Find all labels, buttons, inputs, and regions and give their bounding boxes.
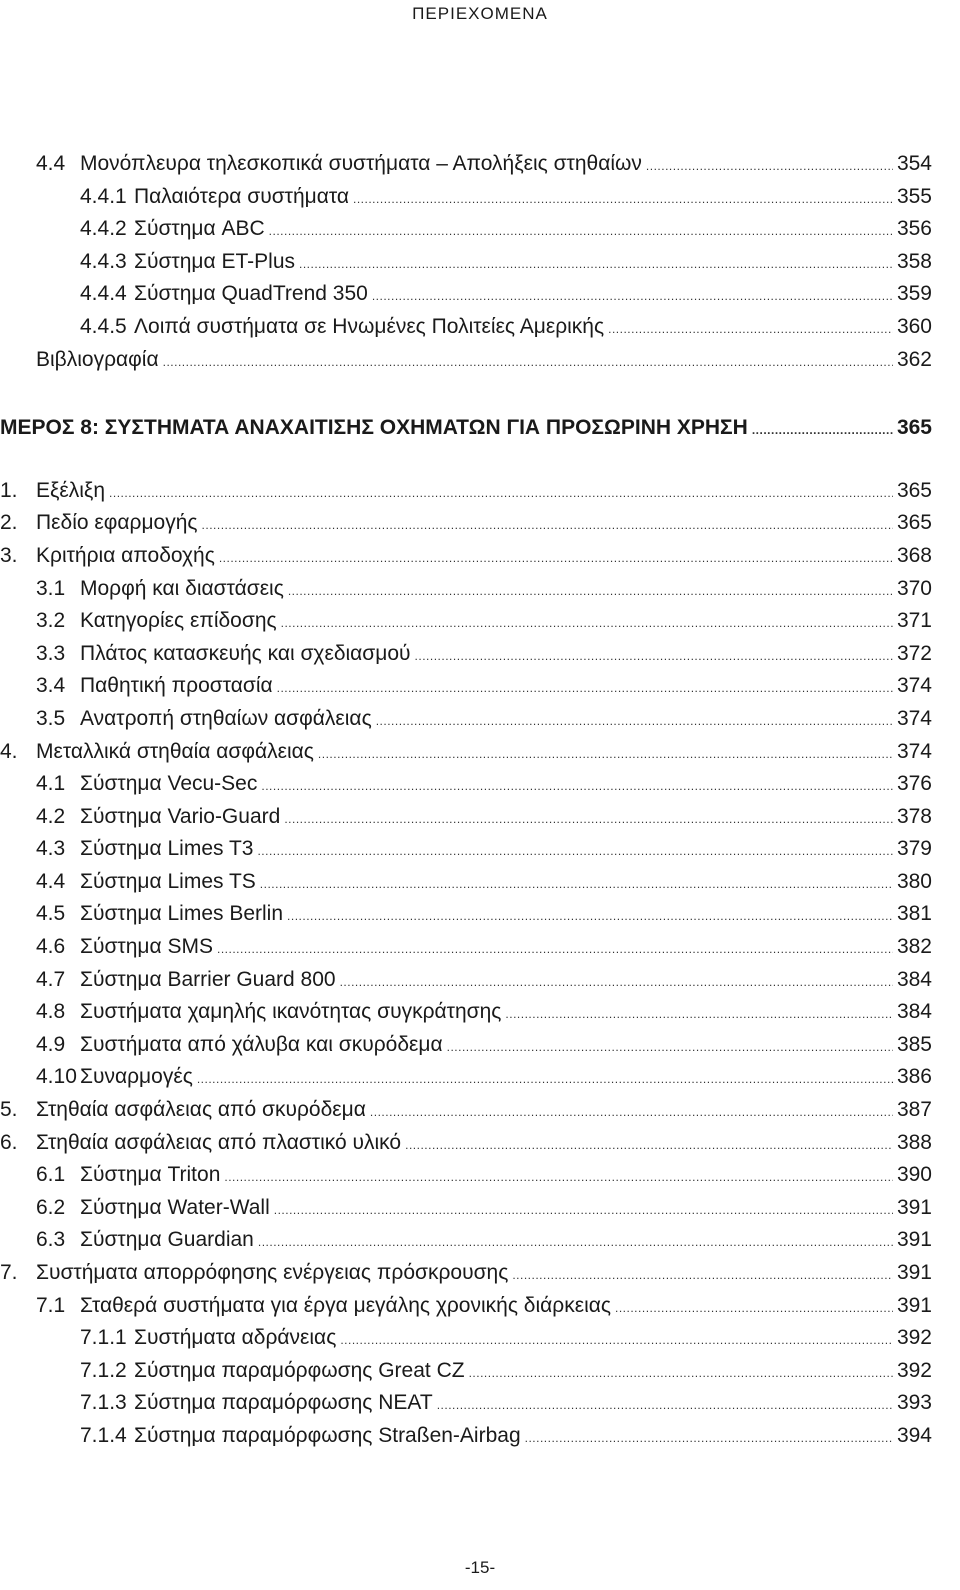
dot-leader xyxy=(437,1389,893,1422)
entry-number: 4.8 xyxy=(36,1000,66,1024)
entry-title: Στηθαία ασφάλειας από σκυρόδεμα xyxy=(36,1098,366,1122)
dot-leader xyxy=(258,1226,893,1259)
dot-leader xyxy=(287,900,893,933)
entry-title: Παλαιότερα συστήματα xyxy=(134,184,350,208)
toc-entry[interactable] xyxy=(0,801,932,834)
entry-number: 6.3 xyxy=(36,1228,66,1252)
dot-leader xyxy=(340,1324,893,1357)
entry-number: 7.1.1 xyxy=(80,1326,127,1350)
entry-number: 6. xyxy=(0,1130,18,1154)
entry-title: Συστήματα χαμηλής ικανότητας συγκράτησης xyxy=(80,1000,502,1024)
entry-title: Συναρμογές xyxy=(80,1065,193,1089)
entry-title: Σύστημα παραμόρφωσης NEAT xyxy=(134,1391,433,1415)
dot-leader xyxy=(277,672,893,705)
entry-title: Κριτήρια αποδοχής xyxy=(36,543,215,567)
entry-number: 4.7 xyxy=(36,967,66,991)
entry-page-number: 388 xyxy=(896,1130,932,1154)
dot-leader xyxy=(447,1031,893,1064)
dot-leader xyxy=(202,509,893,542)
dot-leader xyxy=(217,933,893,966)
toc-entry[interactable] xyxy=(0,703,932,736)
dot-leader xyxy=(284,803,893,836)
entry-title: Σύστημα QuadTrend 350 xyxy=(134,282,368,306)
entry-number: 4.4 xyxy=(36,869,66,893)
toc-entry[interactable] xyxy=(0,181,932,214)
entry-number: 6.1 xyxy=(36,1163,66,1187)
entry-number: 4.4.3 xyxy=(80,249,127,273)
dot-leader xyxy=(512,1259,893,1292)
entry-number: 4.4.1 xyxy=(80,184,127,208)
toc-entry[interactable] xyxy=(0,898,932,931)
dot-leader xyxy=(370,1096,893,1129)
dot-leader xyxy=(752,414,893,447)
dot-leader xyxy=(224,1161,893,1194)
toc-entry[interactable] xyxy=(0,344,932,377)
entry-title: Σύστημα Water-Wall xyxy=(80,1195,270,1219)
entry-page-number: 354 xyxy=(896,152,932,175)
toc-entry[interactable] xyxy=(0,1355,932,1388)
entry-number: 4.10 xyxy=(36,1065,77,1089)
entry-title: Στηθαία ασφάλειας από πλαστικό υλικό xyxy=(36,1130,402,1154)
entry-number: 7.1 xyxy=(36,1293,66,1317)
entry-title: Συστήματα αδράνειας xyxy=(134,1326,337,1350)
entry-number: 3.1 xyxy=(36,576,66,600)
entry-title: Σταθερά συστήματα για έργα μεγάλης χρονικής διάρκειας xyxy=(80,1293,612,1317)
toc-entry[interactable] xyxy=(0,311,932,344)
entry-page-number: 393 xyxy=(896,1391,932,1415)
dot-leader xyxy=(405,1129,893,1162)
entry-page-number: 386 xyxy=(896,1065,932,1089)
entry-title: Σύστημα Barrier Guard 800 xyxy=(80,967,336,991)
entry-title: Λοιπά συστήματα σε Ηνωμένες Πολιτείες Αμερικής xyxy=(134,314,605,338)
toc-main-section xyxy=(0,475,960,1453)
entry-title: Ανατροπή στηθαίων ασφάλειας xyxy=(80,706,372,730)
dot-leader xyxy=(281,607,893,640)
dot-leader xyxy=(197,1063,893,1096)
dot-leader xyxy=(299,248,893,281)
entry-page-number: 382 xyxy=(896,935,932,959)
toc-entry[interactable] xyxy=(0,1224,932,1257)
dot-leader xyxy=(469,1357,893,1390)
dot-leader xyxy=(353,183,893,216)
entry-page-number: 356 xyxy=(896,217,932,241)
entry-number: 4.9 xyxy=(36,1032,66,1056)
entry-page-number: 372 xyxy=(896,641,932,665)
entry-page-number: 390 xyxy=(896,1163,932,1187)
entry-page-number: 381 xyxy=(896,902,932,926)
entry-page-number: 392 xyxy=(896,1358,932,1382)
dot-leader xyxy=(646,150,893,183)
dot-leader xyxy=(372,280,893,313)
dot-leader xyxy=(376,705,893,738)
entry-number: 7.1.3 xyxy=(80,1391,127,1415)
entry-number: 4. xyxy=(0,739,18,763)
toc-entry[interactable] xyxy=(0,1257,932,1290)
entry-title: Σύστημα Limes Berlin xyxy=(80,902,284,926)
entry-page-number: 359 xyxy=(896,282,932,306)
entry-page-number: 394 xyxy=(896,1423,932,1447)
toc-entry[interactable] xyxy=(0,148,932,181)
dot-leader xyxy=(288,575,893,608)
entry-title: Κατηγορίες επίδοσης xyxy=(80,609,277,633)
entry-number: 7.1.4 xyxy=(80,1423,127,1447)
toc-entry[interactable] xyxy=(0,1192,932,1225)
dot-leader xyxy=(318,738,893,771)
entry-number: 4.3 xyxy=(36,837,66,861)
entry-title: Πεδίο εφαρμογής xyxy=(36,511,198,535)
entry-title: Συστήματα απορρόφησης ενέργειας πρόσκρουσης xyxy=(36,1261,509,1284)
dot-leader xyxy=(261,770,893,803)
entry-page-number: 358 xyxy=(896,249,932,273)
entry-number: 5. xyxy=(0,1098,18,1122)
dot-leader xyxy=(274,1194,893,1227)
entry-title: Σύστημα Triton xyxy=(80,1163,221,1187)
entry-number: 3.5 xyxy=(36,706,66,730)
toc-entry[interactable] xyxy=(0,573,932,606)
dot-leader xyxy=(415,640,893,673)
entry-page-number: 387 xyxy=(896,1098,932,1122)
entry-number: 4.4.2 xyxy=(80,217,127,241)
entry-number: 4.1 xyxy=(36,772,66,796)
toc-entry[interactable] xyxy=(0,670,932,703)
entry-page-number: 384 xyxy=(896,1000,932,1024)
toc-entry[interactable] xyxy=(0,996,932,1029)
entry-title: Πλάτος κατασκευής και σχεδιασμού xyxy=(80,641,411,665)
entry-page-number: 391 xyxy=(896,1228,932,1252)
entry-number: 4.2 xyxy=(36,804,66,828)
entry-title: Σύστημα παραμόρφωσης Great CZ xyxy=(134,1358,465,1382)
entry-page-number: 376 xyxy=(896,772,932,796)
part-title: ΜΕΡΟΣ 8: ΣΥΣΤΗΜΑΤΑ ΑΝΑΧΑΙΤΙΣΗΣ ΟΧΗΜΑΤΩΝ ΓΙΑ ΠΡΟΣΩΡΙΝΗ ΧΡΗΣΗ xyxy=(0,416,748,440)
toc-entry[interactable] xyxy=(0,507,932,540)
entry-number: 4.5 xyxy=(36,902,66,926)
toc-entry[interactable] xyxy=(0,246,932,279)
toc-entry[interactable] xyxy=(0,768,932,801)
entry-title: Σύστημα ABC xyxy=(134,217,265,241)
entry-title: Σύστημα παραμόρφωσης Straßen-Airbag xyxy=(134,1423,521,1447)
entry-number: 2. xyxy=(0,511,18,535)
dot-leader xyxy=(505,998,893,1031)
toc-entry[interactable] xyxy=(0,540,932,573)
toc-entry[interactable] xyxy=(0,736,932,769)
entry-number: 4.4 xyxy=(36,152,66,175)
running-header: ΠΕΡΙΕΧΟΜΕΝΑ xyxy=(412,4,548,23)
entry-page-number: 374 xyxy=(896,739,932,763)
entry-page-number: 380 xyxy=(896,869,932,893)
entry-page-number: 391 xyxy=(896,1195,932,1219)
entry-page-number: 365 xyxy=(896,478,932,502)
entry-title: Σύστημα Limes T3 xyxy=(80,837,254,861)
entry-page-number: 365 xyxy=(896,511,932,535)
toc-entry[interactable] xyxy=(0,866,932,899)
toc-entry[interactable] xyxy=(0,1290,932,1323)
entry-number: 4.4.5 xyxy=(80,314,127,338)
dot-leader xyxy=(608,313,893,346)
part-page-number: 365 xyxy=(896,416,932,440)
entry-number: 6.2 xyxy=(36,1195,66,1219)
toc-entry[interactable] xyxy=(0,1061,932,1094)
dot-leader xyxy=(219,542,893,575)
entry-title: Μεταλλικά στηθαία ασφάλειας xyxy=(36,739,314,763)
entry-number: 3. xyxy=(0,543,18,567)
toc-entry[interactable] xyxy=(0,1127,932,1160)
entry-page-number: 360 xyxy=(896,314,932,338)
entry-title: Μονόπλευρα τηλεσκοπικά συστήματα – Απολήξεις στηθαίων xyxy=(80,152,642,175)
entry-page-number: 355 xyxy=(896,184,932,208)
toc-entry[interactable] xyxy=(0,964,932,997)
entry-title: Παθητική προστασία xyxy=(80,674,273,698)
toc-entry[interactable] xyxy=(0,213,932,246)
page-footer-number: -15- xyxy=(464,1558,496,1577)
entry-number: 3.4 xyxy=(36,674,66,698)
dot-leader xyxy=(615,1292,893,1325)
toc-entry[interactable] xyxy=(0,638,932,671)
toc-entry[interactable] xyxy=(0,1159,932,1192)
entry-number: 1. xyxy=(0,478,18,502)
entry-number: 4.4.4 xyxy=(80,282,127,306)
entry-page-number: 370 xyxy=(896,576,932,600)
toc-entry[interactable] xyxy=(0,278,932,311)
entry-page-number: 379 xyxy=(896,837,932,861)
entry-title: Σύστημα Vario-Guard xyxy=(80,804,281,828)
dot-leader xyxy=(269,215,893,248)
toc-entry[interactable] xyxy=(0,1322,932,1355)
entry-title: Σύστημα ET-Plus xyxy=(134,249,295,273)
toc-entry[interactable] xyxy=(0,475,932,508)
entry-title: Εξέλιξη xyxy=(36,478,106,502)
entry-page-number: 391 xyxy=(896,1293,932,1317)
toc-entry[interactable] xyxy=(0,1029,932,1062)
dot-leader xyxy=(109,477,893,510)
toc-part-heading[interactable] xyxy=(0,412,932,445)
dot-leader xyxy=(525,1422,893,1455)
entry-title: Μορφή και διαστάσεις xyxy=(80,576,284,600)
entry-page-number: 384 xyxy=(896,967,932,991)
toc-entry[interactable] xyxy=(0,1387,932,1420)
entry-title: Σύστημα Guardian xyxy=(80,1228,254,1252)
entry-page-number: 368 xyxy=(896,543,932,567)
dot-leader xyxy=(340,966,893,999)
entry-title: Συστήματα από χάλυβα και σκυρόδεμα xyxy=(80,1032,443,1056)
entry-number: 3.3 xyxy=(36,641,66,665)
entry-title: Σύστημα Vecu-Sec xyxy=(80,772,258,796)
toc-entry[interactable] xyxy=(0,1094,932,1127)
entry-number: 3.2 xyxy=(36,609,66,633)
entry-title: Σύστημα Limes TS xyxy=(80,869,256,893)
dot-leader xyxy=(260,868,893,901)
entry-page-number: 374 xyxy=(896,674,932,698)
entry-title: Σύστημα SMS xyxy=(80,935,213,959)
entry-number: 4.6 xyxy=(36,935,66,959)
table-of-contents xyxy=(0,148,960,1453)
toc-entry[interactable] xyxy=(0,833,932,866)
toc-entry[interactable] xyxy=(0,1420,932,1453)
toc-entry[interactable] xyxy=(0,931,932,964)
dot-leader xyxy=(163,346,893,379)
entry-page-number: 391 xyxy=(896,1261,932,1284)
dot-leader xyxy=(257,835,892,868)
entry-page-number: 362 xyxy=(896,347,932,371)
entry-page-number: 374 xyxy=(896,706,932,730)
entry-page-number: 378 xyxy=(896,804,932,828)
toc-entry[interactable] xyxy=(0,605,932,638)
entry-page-number: 385 xyxy=(896,1032,932,1056)
entry-page-number: 392 xyxy=(896,1326,932,1350)
entry-number: 7. xyxy=(0,1261,18,1284)
toc-top-section xyxy=(0,148,960,376)
entry-number: 7.1.2 xyxy=(80,1358,127,1382)
entry-title: Βιβλιογραφία xyxy=(36,347,159,371)
entry-page-number: 371 xyxy=(896,609,932,633)
